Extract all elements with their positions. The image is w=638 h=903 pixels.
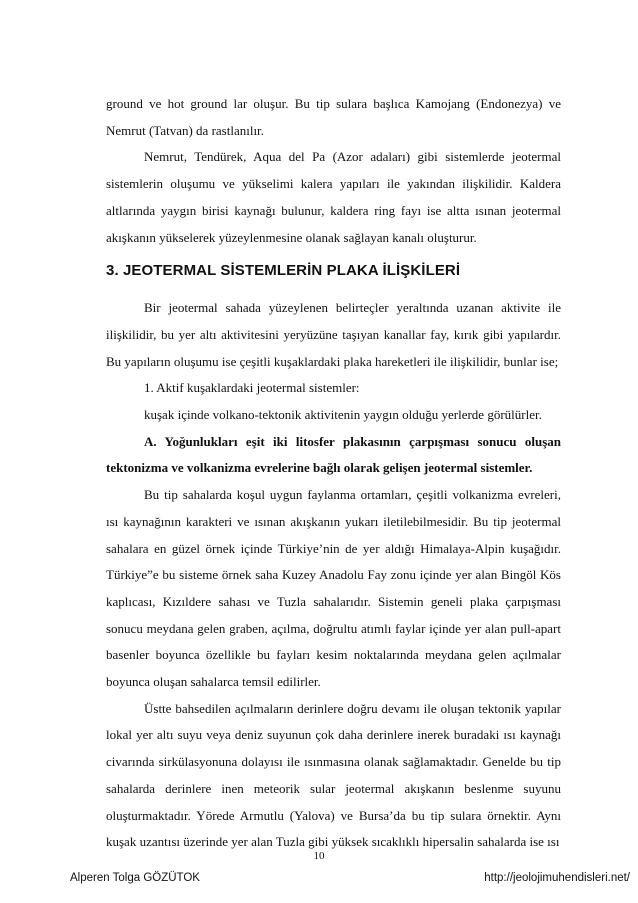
section-heading: 3. JEOTERMAL SİSTEMLERİN PLAKA İLİŞKİLERİ xyxy=(106,262,461,280)
paragraph: kuşak içinde volkano-tektonik aktivitenin yaygın olduğu yerlerde görülürler. xyxy=(144,407,542,423)
list-item: 1. Aktif kuşaklardaki jeotermal sistemler: xyxy=(144,380,360,396)
footer-author: Alperen Tolga GÖZÜTOK xyxy=(70,872,200,884)
subheading: A. Yoğunlukları eşit iki litosfer plakasının çarpışması sonucu oluşan tektonizma ve volkanizma evrelerine bağlı olarak gelişen jeotermal sistemler. xyxy=(106,433,561,476)
page-number: 10 xyxy=(313,850,325,862)
body-text xyxy=(106,91,561,856)
footer-url[interactable]: http://jeolojimuhendisleri.net/ xyxy=(484,872,630,884)
paragraph: Bir jeotermal sahada yüzeylenen belirteçler yeraltında uzanan aktivite ile ilişkilidir, bu yer altı aktivitesini yeryüzüne taşıyan kanallar fay, kırık gibi yapılardır. Bu yapıların oluşumu ise çeşitli kuşaklardaki plaka hareketleri ile ilişkilidir, bunlar ise; xyxy=(106,300,561,369)
paragraph: Bu tip sahalarda koşul uygun faylanma ortamları, çeşitli volkanizma evreleri, ısı kaynağının karakteri ve ısınan akışkanın yukarı iletilebilmesidir. Bu tip jeotermal sahalara en güzel örnek içinde Türkiye’nin de yer aldığı Himalaya-Alpin kuşağıdır. Türkiye”e bu sisteme örnek saha Kuzey Anadolu Fay zonu içinde yer alan Bingöl Kös kaplıcası, Kızıldere sahası ve Tuzla sahalarıdır. Sistemin geneli plaka çarpışması sonucu meydana gelen graben, açılma, doğrultu atımlı faylar içinde yer alan pull-apart basenler boyunca özellikle bu fayları kesim noktalarında meydana gelen açılmalar boyunca oluşan sahalarca temsil edilirler. xyxy=(106,487,561,690)
paragraph: ground ve hot ground lar oluşur. Bu tip sulara başlıca Kamojang (Endonezya) ve Nemrut (Tatvan) da rastlanılır. xyxy=(106,96,561,138)
paragraph: Üstte bahsedilen açılmaların derinlere doğru devamı ile oluşan tektonik yapılar lokal yer altı suyu veya deniz suyunun çok daha derinlere inerek buradaki ısı kaynağı civarında sirkülasyonuna dolayısı ile ısınmasına olanak sağlamaktadır. Genelde bu tip sahalarda derinlere inen meteorik sular jeotermal akışkanın beslenme suyunu oluşturmaktadır. Yörede Armutlu (Yalova) ve Bursa’da bu tip sulara örnektir. Aynı kuşak uzantısı üzerinde yer alan Tuzla gibi yüksek sıcaklıklı hipersalin sahalarda ise ısı xyxy=(106,700,561,850)
paragraph: Nemrut, Tendürek, Aqua del Pa (Azor adaları) gibi sistemlerde jeotermal sistemlerin oluşumu ve yükselimi kalera yapıları ile yakından ilişkilidir. Kaldera altlarında yaygın birisi kaynağı bulunur, kaldera ring fayı ise altta ısınan jeotermal akışkanın yükselerek yüzeylenmesine olanak sağlayan kanalı oluşturur. xyxy=(106,149,561,245)
